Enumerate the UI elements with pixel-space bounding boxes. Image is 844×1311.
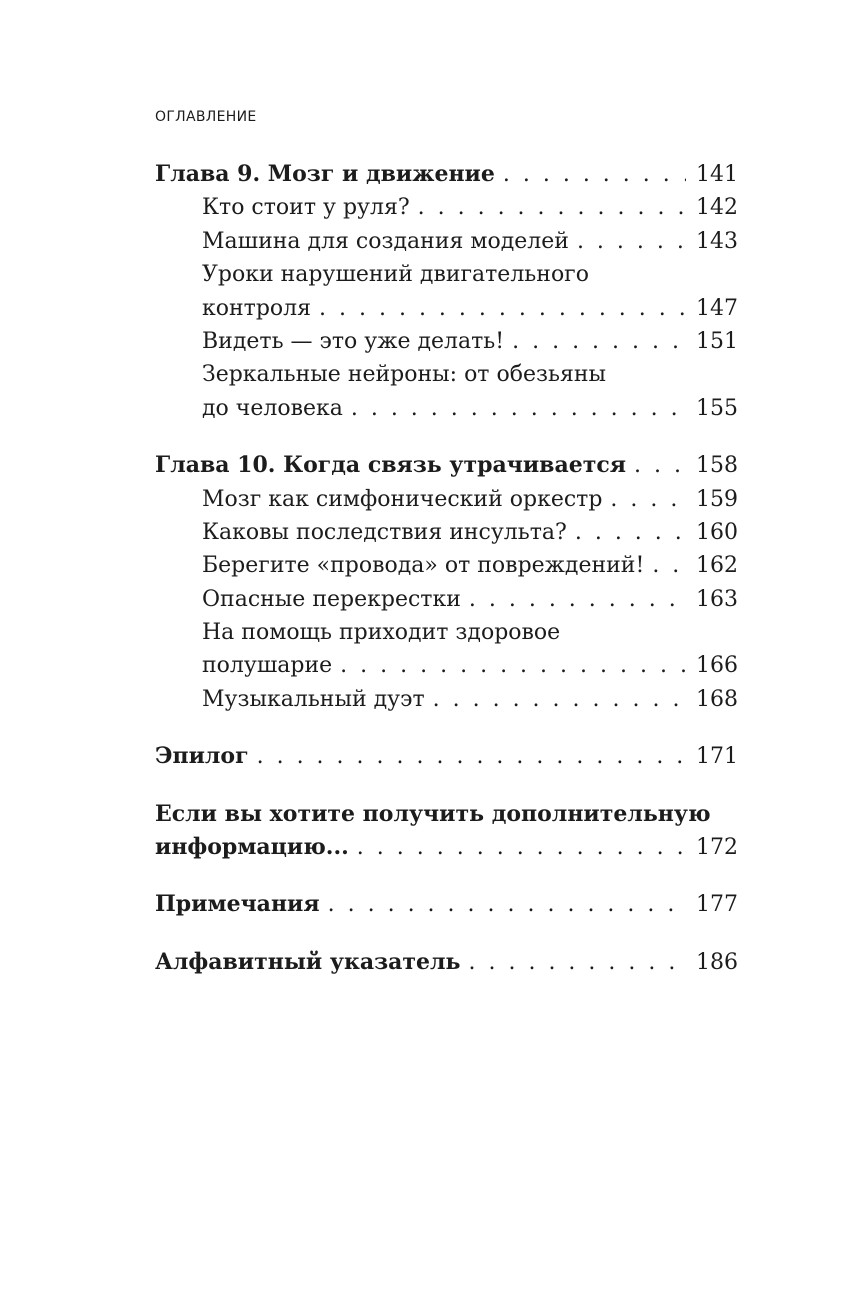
toc-entry-title-cont: полушарие	[202, 653, 333, 679]
toc-page-number: 186	[696, 949, 738, 975]
toc-chapter-title: Глава 10. Когда связь утрачивается	[155, 452, 626, 479]
toc-page-number: 158	[696, 453, 738, 479]
dot-leader	[469, 946, 687, 979]
toc-entry	[155, 292, 738, 325]
toc-entry	[155, 225, 738, 258]
toc-entry	[155, 583, 738, 616]
toc-page-number: 163	[696, 586, 738, 612]
toc-entry-title: Музыкальный дуэт	[202, 686, 425, 712]
spacer	[155, 922, 738, 946]
toc-entry	[155, 516, 738, 549]
toc-entry	[155, 649, 738, 682]
toc-entry	[155, 191, 738, 224]
dot-leader	[575, 516, 686, 549]
dot-leader	[512, 325, 686, 358]
toc-entry-line-1	[155, 358, 738, 391]
toc-page-number: 151	[696, 328, 738, 354]
dot-leader	[340, 649, 686, 682]
toc-entry	[155, 483, 738, 516]
toc-chapter-9	[155, 158, 738, 191]
toc-page-number: 166	[696, 653, 738, 679]
toc-chapter-title-cont: информацию...	[155, 834, 349, 861]
dot-leader	[469, 583, 686, 616]
toc-entry	[155, 392, 738, 425]
toc-page-number: 143	[696, 228, 738, 254]
dot-leader	[319, 292, 686, 325]
toc-entry-title: Каковы последствия инсульта?	[202, 519, 567, 545]
dot-leader	[351, 392, 686, 425]
toc-entry-title: Машина для создания моделей	[202, 228, 569, 254]
spacer	[155, 716, 738, 740]
table-of-contents	[155, 158, 738, 979]
toc-page-number: 177	[696, 892, 738, 918]
dot-leader	[257, 740, 686, 773]
toc-chapter-title: Если вы хотите получить дополнительную	[155, 800, 711, 827]
toc-page-number: 171	[696, 744, 738, 770]
toc-entry	[155, 549, 738, 582]
toc-index	[155, 946, 738, 979]
dot-leader	[328, 888, 686, 921]
toc-entry-title: Уроки нарушений двигательного	[202, 262, 589, 288]
toc-entry-title: На помощь приходит здоровое	[202, 620, 561, 646]
dot-leader	[503, 158, 686, 191]
spacer	[155, 774, 738, 798]
dot-leader	[652, 549, 686, 582]
dot-leader	[418, 191, 686, 224]
toc-page-number: 168	[696, 686, 738, 712]
toc-entry-title: Видеть — это уже делать!	[202, 328, 505, 354]
toc-notes	[155, 888, 738, 921]
dot-leader	[610, 483, 686, 516]
toc-entry-line-1	[155, 616, 738, 649]
toc-entry-title: Опасные перекрестки	[202, 586, 461, 612]
toc-entry-title-cont: контроля	[202, 295, 312, 321]
toc-entry-title: Зеркальные нейроны: от обезьяны	[202, 362, 607, 388]
toc-page-number: 162	[696, 553, 738, 579]
toc-entry	[155, 325, 738, 358]
toc-page-number: 172	[696, 835, 738, 861]
toc-entry-line-1	[155, 258, 738, 291]
spacer	[155, 864, 738, 888]
toc-page-number: 160	[696, 519, 738, 545]
spacer	[155, 425, 738, 449]
toc-chapter-10	[155, 449, 738, 482]
toc-more-info	[155, 831, 738, 864]
toc-chapter-title: Примечания	[155, 891, 320, 918]
toc-page-number: 147	[696, 295, 738, 321]
toc-entry-title-cont: до человека	[202, 395, 343, 421]
dot-leader	[577, 225, 686, 258]
toc-page-number: 142	[696, 195, 738, 221]
dot-leader	[433, 683, 686, 716]
toc-chapter-title: Глава 9. Мозг и движение	[155, 161, 495, 187]
toc-chapter-title: Алфавитный указатель	[155, 948, 461, 975]
toc-entry	[155, 683, 738, 716]
dot-leader	[357, 831, 686, 864]
toc-page-number: 159	[696, 486, 738, 512]
toc-chapter-title: Эпилог	[155, 743, 249, 770]
toc-epilogue	[155, 740, 738, 773]
toc-entry-title: Кто стоит у руля?	[202, 195, 410, 221]
toc-page-number: 155	[696, 395, 738, 421]
toc-entry-title: Мозг как симфонический оркестр	[202, 486, 603, 512]
toc-page-number: 141	[696, 162, 738, 187]
toc-entry-title: Берегите «провода» от повреждений!	[202, 553, 645, 579]
running-header: ОГЛАВЛЕНИЕ	[155, 109, 257, 125]
toc-more-info-line-1	[155, 798, 738, 831]
dot-leader	[634, 449, 686, 482]
